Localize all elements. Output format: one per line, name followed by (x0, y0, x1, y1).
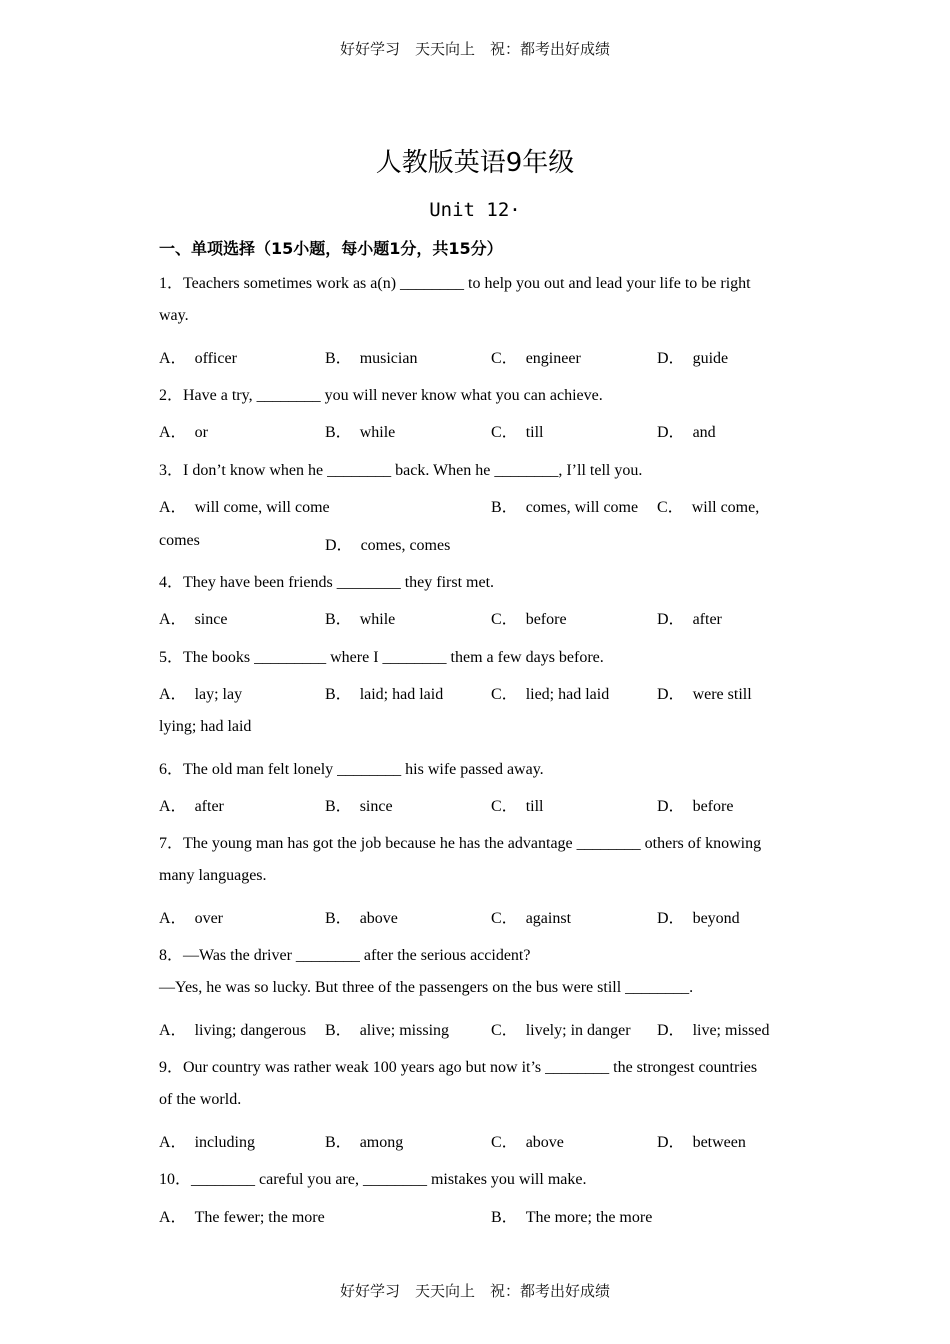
option-label: B． (325, 350, 352, 367)
option-label: A． (159, 1209, 187, 1226)
option-label: D． (657, 1022, 685, 1039)
option-label: D． (657, 611, 685, 628)
question-7-option-d (657, 905, 740, 928)
question-1-option-c (491, 345, 581, 368)
question-7-text: 7．The young man has got the job because he has the advantage ________ others of knowing (159, 835, 762, 852)
option-text: between (692, 1134, 746, 1151)
question-10-option-a (159, 1204, 325, 1227)
option-text: The more; the more (525, 1209, 653, 1226)
question-5-text: 5．The books _________ where I ________ them a few days before. (159, 649, 604, 666)
option-label: B． (325, 798, 352, 815)
option-text: will come, will come (194, 499, 330, 516)
option-text: live; missed (692, 1022, 770, 1039)
question-1-option-a (159, 345, 237, 368)
option-label: A． (159, 1134, 187, 1151)
option-label: B． (325, 1022, 352, 1039)
option-text: after (194, 798, 224, 815)
option-label: B． (325, 686, 352, 703)
option-label: A． (159, 350, 187, 367)
option-text: including (194, 1134, 255, 1151)
question-3-option-c (657, 494, 759, 517)
option-text: above (525, 1134, 564, 1151)
question-5-option-d (657, 681, 752, 704)
option-text: lay; lay (194, 686, 243, 703)
option-text: laid; had laid (359, 686, 444, 703)
option-text: lively; in danger (525, 1022, 631, 1039)
option-text: against (525, 910, 572, 927)
option-label: C． (491, 1134, 518, 1151)
option-text: above (359, 910, 398, 927)
option-text: will come, (691, 499, 760, 516)
question-2-option-d (657, 419, 716, 442)
option-label: A． (159, 686, 187, 703)
option-text: before (692, 798, 734, 815)
option-text: engineer (525, 350, 581, 367)
option-label: A． (159, 1022, 187, 1039)
option-label: D． (657, 686, 685, 703)
question-3-option-d (325, 532, 450, 555)
question-3-option-b (491, 494, 638, 517)
question-3-text: 3．I don’t know when he ________ back. When he ________, I’ll tell you. (159, 462, 643, 479)
question-9-text: 9．Our country was rather weak 100 years ago but now it’s ________ the strongest countries (159, 1059, 758, 1076)
question-6-text: 6．The old man felt lonely ________ his wife passed away. (159, 761, 544, 778)
option-text: after (692, 611, 722, 628)
question-4-text: 4．They have been friends ________ they first met. (159, 574, 495, 591)
question-7-text-cont: many languages. (159, 867, 267, 884)
question-10-text: 10．________ careful you are, ________ mistakes you will make. (159, 1171, 587, 1188)
question-8-text-cont: —Yes, he was so lucky. But three of the passengers on the bus were still ________. (159, 979, 694, 996)
question-3-option-a (159, 494, 330, 517)
option-label: C． (491, 798, 518, 815)
question-7-option-a (159, 905, 223, 928)
option-text: beyond (692, 910, 740, 927)
question-3-option-c-cont: comes (159, 532, 200, 549)
question-9-option-b (325, 1129, 403, 1152)
option-text: while (359, 424, 396, 441)
question-8-option-c (491, 1017, 631, 1040)
question-4-option-c (491, 606, 567, 629)
option-text: guide (692, 350, 729, 367)
option-label: D． (325, 537, 353, 554)
page-subtitle: Unit 12· (429, 199, 521, 221)
option-label: C． (491, 1022, 518, 1039)
option-label: C． (491, 611, 518, 628)
question-4-option-b (325, 606, 395, 629)
option-label: A． (159, 798, 187, 815)
option-label: C． (657, 499, 684, 516)
question-8-option-d (657, 1017, 769, 1040)
question-1-text: 1．Teachers sometimes work as a(n) ________ to help you out and lead your life to be right (159, 275, 751, 292)
question-6-option-b (325, 793, 393, 816)
option-label: A． (159, 611, 187, 628)
option-text: since (359, 798, 393, 815)
question-5-option-a (159, 681, 242, 704)
option-text: over (194, 910, 223, 927)
page-footer: 好好学习 天天向上 祝：都考出好成绩 (339, 1282, 610, 1300)
option-text: alive; missing (359, 1022, 450, 1039)
option-label: B． (491, 499, 518, 516)
option-text: were still (692, 686, 752, 703)
option-text: till (525, 798, 544, 815)
question-5-option-d-cont: lying; had laid (159, 718, 252, 735)
page-title: 人教版英语9年级 (375, 148, 575, 178)
question-5-option-b (325, 681, 443, 704)
option-text: or (194, 424, 208, 441)
option-label: A． (159, 910, 187, 927)
question-1-option-d (657, 345, 728, 368)
option-text: till (525, 424, 544, 441)
option-label: D． (657, 424, 685, 441)
option-label: D． (657, 350, 685, 367)
option-label: A． (159, 499, 187, 516)
question-10-option-b (491, 1204, 652, 1227)
option-text: before (525, 611, 567, 628)
question-8-text: 8．—Was the driver ________ after the serious accident? (159, 947, 531, 964)
option-label: B． (491, 1209, 518, 1226)
question-9-option-a (159, 1129, 255, 1152)
question-9-text-cont: of the world. (159, 1091, 242, 1108)
question-8-option-a (159, 1017, 306, 1040)
question-1-option-b (325, 345, 417, 368)
question-6-option-c (491, 793, 543, 816)
option-text: lied; had laid (525, 686, 610, 703)
question-5-option-c (491, 681, 609, 704)
option-text: since (194, 611, 228, 628)
question-9-option-c (491, 1129, 564, 1152)
option-label: D． (657, 798, 685, 815)
option-label: D． (657, 1134, 685, 1151)
option-label: D． (657, 910, 685, 927)
option-text: living; dangerous (194, 1022, 307, 1039)
question-2-text: 2．Have a try, ________ you will never know what you can achieve. (159, 387, 603, 404)
option-text: officer (194, 350, 237, 367)
section-heading: 一、单项选择（15小题，每小题1分，共15分） (159, 239, 503, 258)
option-text: while (359, 611, 396, 628)
option-label: C． (491, 686, 518, 703)
question-2-option-a (159, 419, 208, 442)
option-label: B． (325, 1134, 352, 1151)
option-label: B． (325, 611, 352, 628)
option-text: and (692, 424, 716, 441)
option-label: C． (491, 910, 518, 927)
option-label: B． (325, 910, 352, 927)
option-label: C． (491, 350, 518, 367)
option-text: The fewer; the more (194, 1209, 325, 1226)
option-label: B． (325, 424, 352, 441)
question-4-option-a (159, 606, 227, 629)
option-text: musician (359, 350, 418, 367)
question-2-option-b (325, 419, 395, 442)
question-1-text-cont: way. (159, 307, 189, 324)
page-header: 好好学习 天天向上 祝：都考出好成绩 (339, 40, 610, 58)
question-7-option-b (325, 905, 398, 928)
question-8-option-b (325, 1017, 449, 1040)
option-label: A． (159, 424, 187, 441)
question-6-option-d (657, 793, 733, 816)
question-6-option-a (159, 793, 224, 816)
question-2-option-c (491, 419, 543, 442)
option-label: C． (491, 424, 518, 441)
option-text: comes, comes (360, 537, 451, 554)
question-9-option-d (657, 1129, 746, 1152)
option-text: comes, will come (525, 499, 639, 516)
question-7-option-c (491, 905, 571, 928)
option-text: among (359, 1134, 404, 1151)
question-4-option-d (657, 606, 722, 629)
